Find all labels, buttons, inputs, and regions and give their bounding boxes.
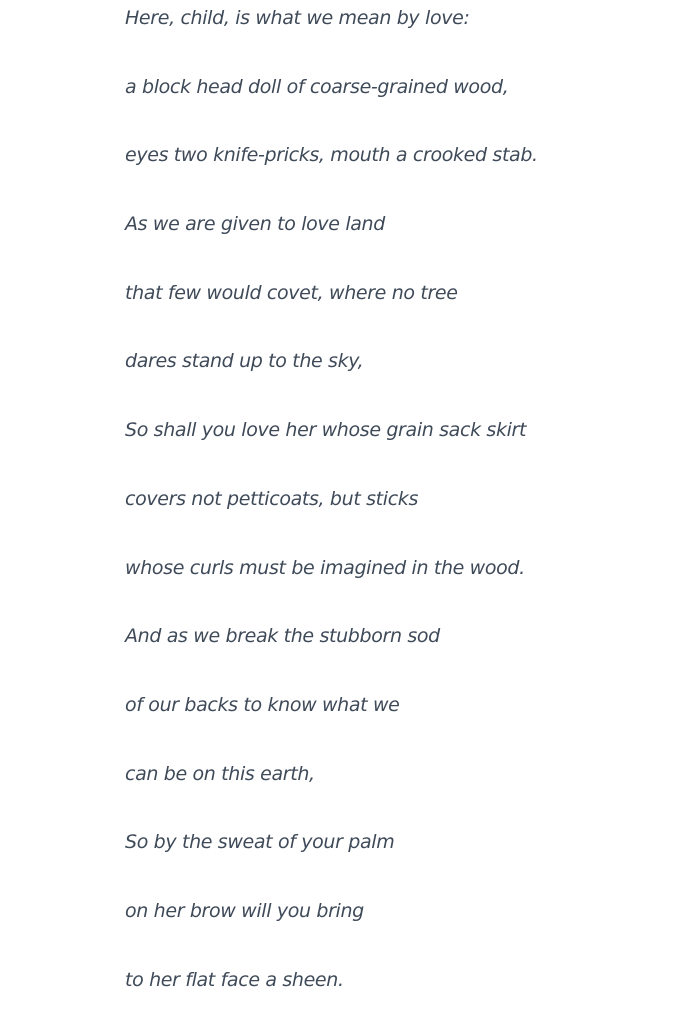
poem-text bbox=[125, 0, 538, 1030]
poem-line: As we are given to love land bbox=[125, 213, 385, 236]
poem-line: dares stand up to the sky, bbox=[125, 350, 364, 373]
poem-line: a block head doll of coarse-grained wood, bbox=[125, 75, 509, 98]
poem-line: eyes two knife-pricks, mouth a crooked stab. bbox=[125, 144, 538, 167]
poem-line: whose curls must be imagined in the wood. bbox=[125, 556, 525, 579]
poem-line: of our backs to know what we bbox=[125, 693, 400, 716]
poem-line: that few would covet, where no tree bbox=[125, 281, 458, 304]
poem-line: So by the sweat of your palm bbox=[125, 831, 395, 854]
poem-line: covers not petticoats, but sticks bbox=[125, 487, 418, 510]
poem-line: on her brow will you bring bbox=[125, 899, 364, 922]
poem-line: can be on this earth, bbox=[125, 762, 315, 785]
poem-line: to her flat face a sheen. bbox=[125, 968, 344, 991]
poem-line: And as we break the stubborn sod bbox=[125, 625, 440, 648]
poem-line: So shall you love her whose grain sack skirt bbox=[125, 419, 527, 442]
poem-line: Here, child, is what we mean by love: bbox=[125, 7, 470, 29]
